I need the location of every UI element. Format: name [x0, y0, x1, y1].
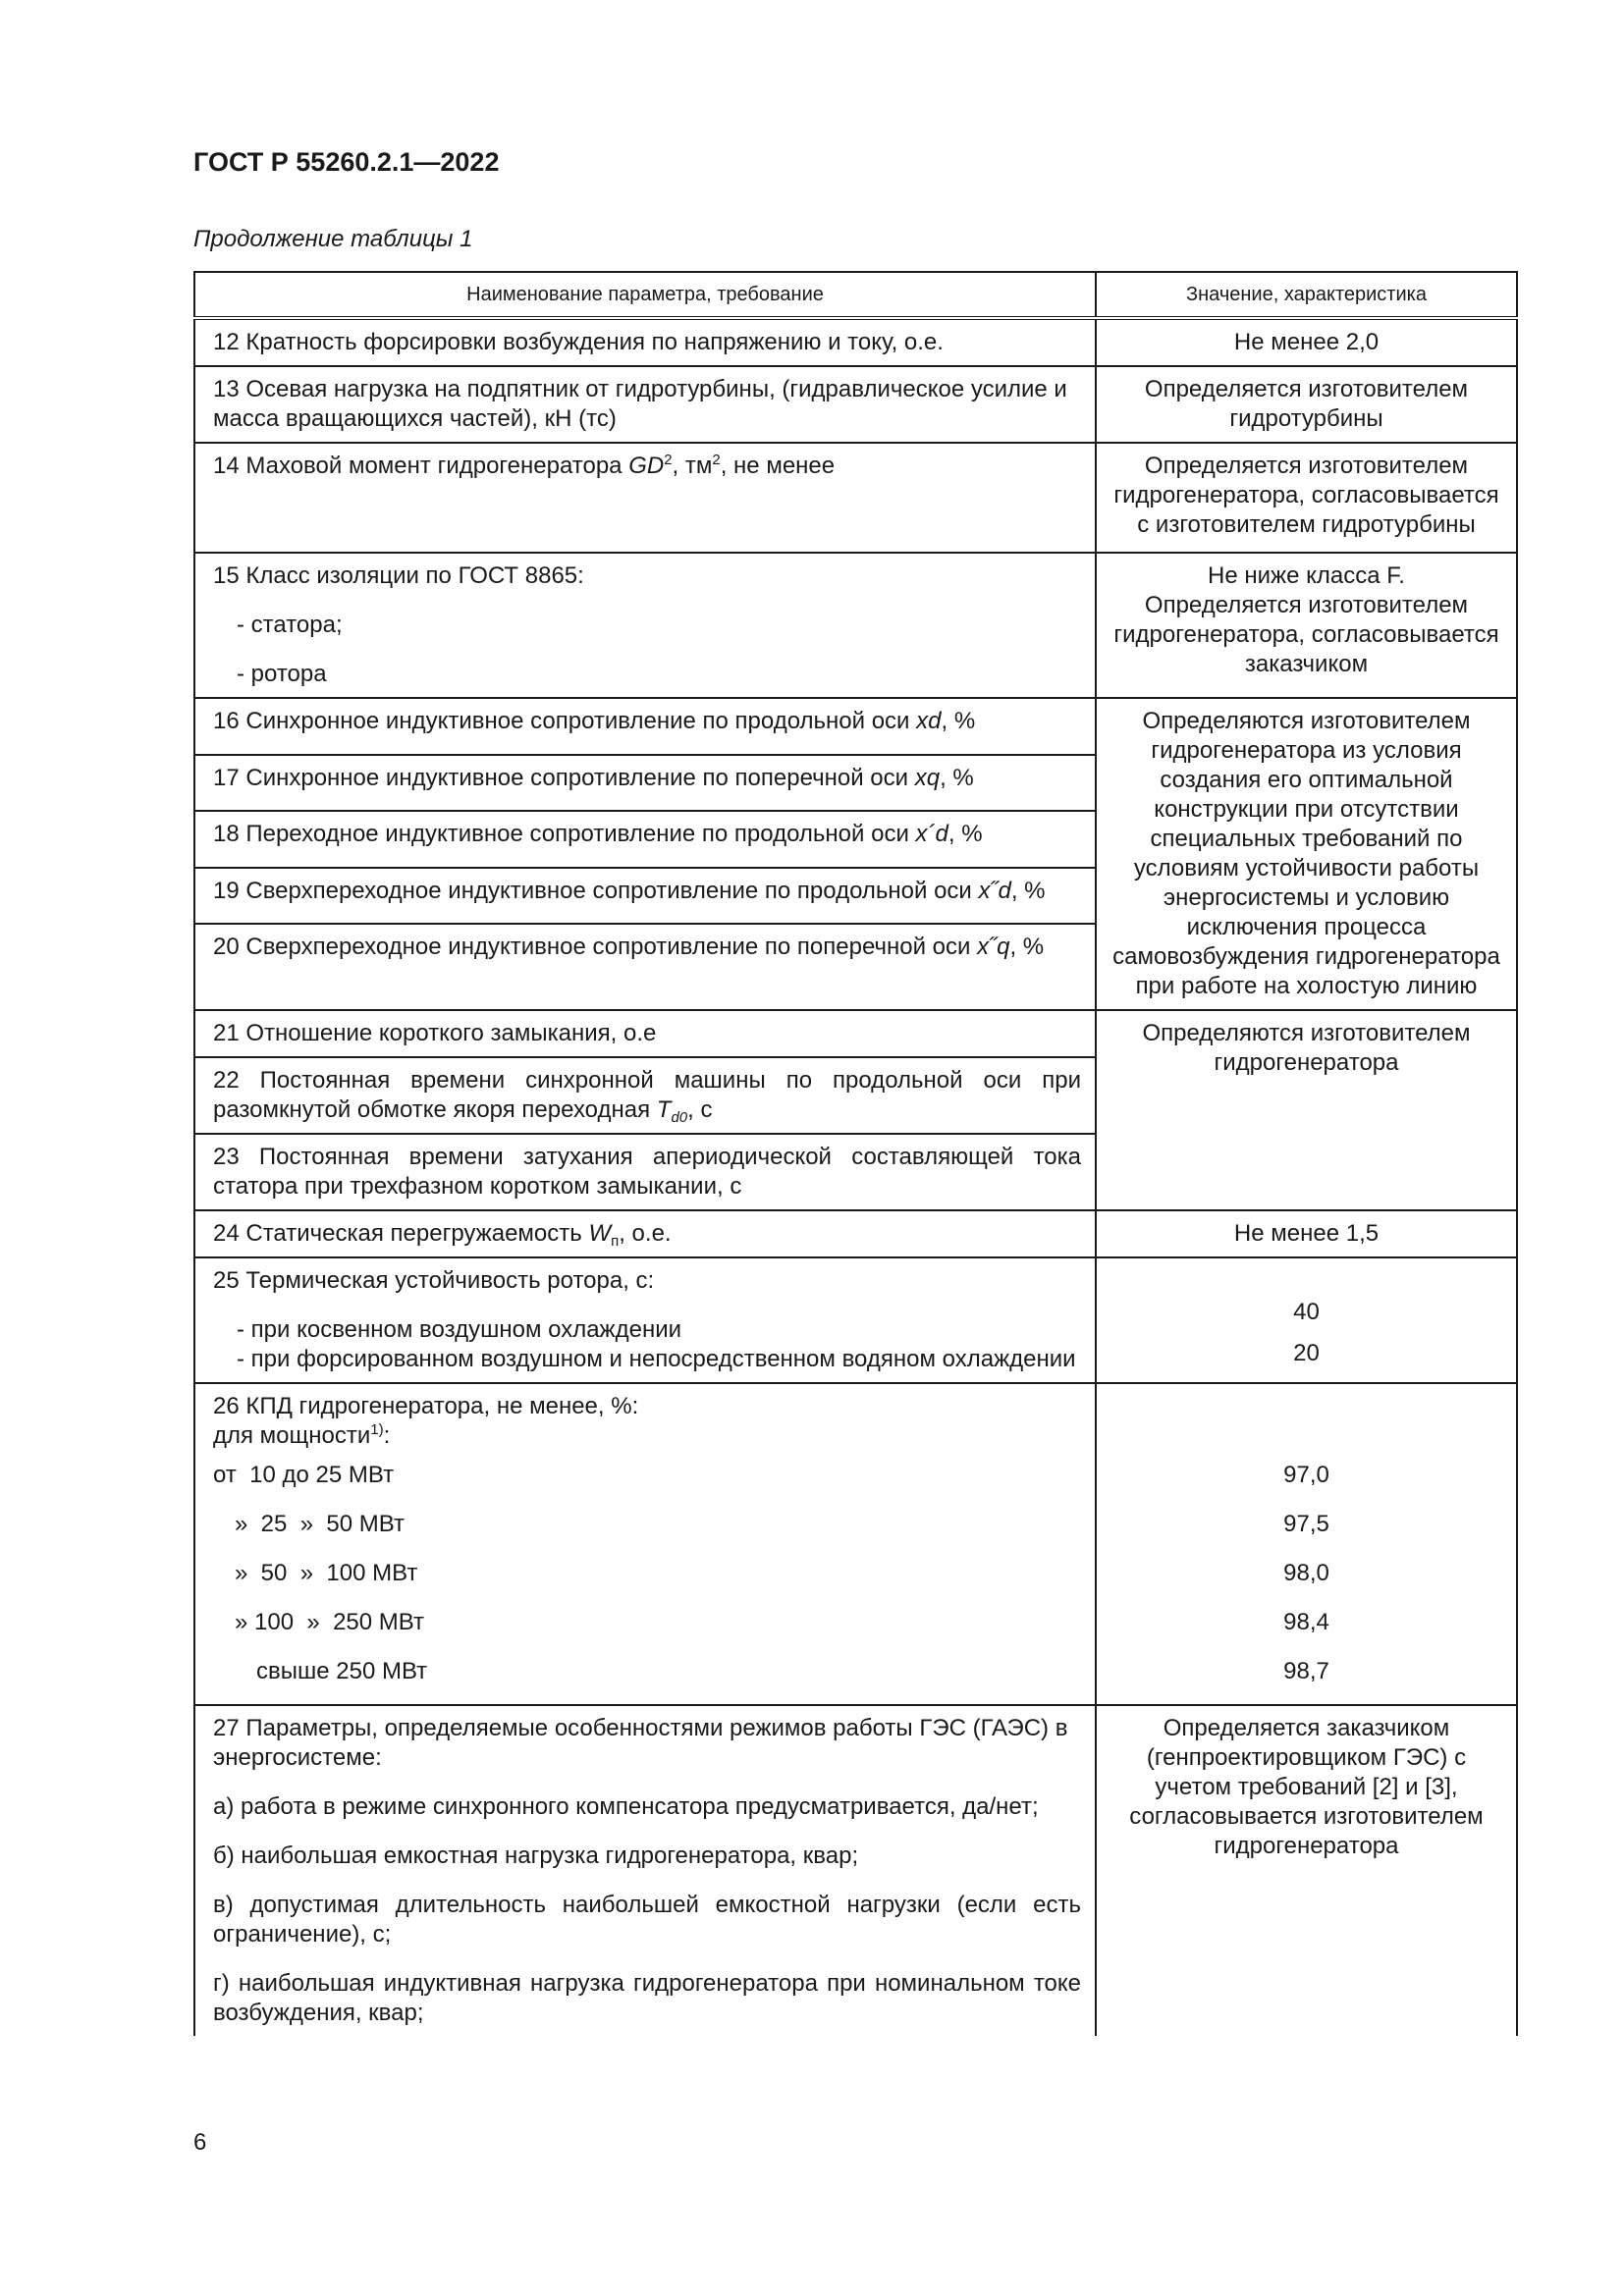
param-cell: [194, 924, 1096, 1010]
power-range: от 10 до 25 МВт: [213, 1462, 395, 1488]
value-text: 40: [1293, 1299, 1320, 1325]
param-cell: [194, 1210, 1096, 1257]
table-row: [194, 553, 1517, 698]
value-cell: [1096, 1383, 1517, 1705]
page-number: 6: [193, 2129, 207, 2156]
param-cell: [194, 1705, 1096, 2036]
param-text: 24 Статическая перегружаемость: [213, 1220, 589, 1247]
value-text: 97,0: [1283, 1462, 1329, 1488]
symbol-index: п: [611, 1233, 620, 1250]
value-text: 98,7: [1283, 1658, 1329, 1684]
list-item: б) наибольшая емкостная нагрузка гидрогенератора, квар;: [213, 1842, 859, 1869]
param-cell: [194, 553, 1096, 698]
param-text: , не менее: [720, 453, 836, 479]
table-row: [194, 366, 1517, 443]
param-text: , о.е.: [619, 1220, 672, 1247]
exponent: 2: [712, 452, 721, 468]
value-cell: Определяются изготовителем гидрогенератора: [1096, 1010, 1517, 1210]
list-item: - ротора: [237, 661, 327, 687]
param-text: 18 Переходное индуктивное сопротивление по продольной оси: [213, 821, 916, 847]
param-cell: [194, 443, 1096, 553]
param-text: 17 Синхронное индуктивное сопротивление по поперечной оси: [213, 764, 915, 791]
column-header-value: Значение, характеристика: [1096, 272, 1517, 318]
symbol: xd: [916, 708, 942, 734]
value-cell: Определяется заказчиком (генпроектировщиком ГЭС) с учетом требований [2] и [3], согласовывается изготовителем гидрогенератора: [1096, 1705, 1517, 2036]
list-item: г) наибольшая индуктивная нагрузка гидрогенератора при номинальном токе возбуждения, квар;: [213, 1970, 1081, 2026]
value-text: Не ниже класса F.: [1208, 562, 1405, 589]
param-text: 15 Класс изоляции по ГОСТ 8865:: [213, 562, 584, 589]
value-text: Определяется изготовителем гидрогенератора, согласовывается заказчиком: [1113, 592, 1499, 677]
param-text: для мощности$^{1)}$:: [213, 1421, 391, 1449]
symbol: W: [588, 1220, 612, 1247]
param-text: 26 КПД гидрогенератора, не менее, %:: [213, 1393, 639, 1419]
unit: , %: [941, 708, 976, 734]
table-row: [194, 698, 1517, 755]
symbol: x´d: [915, 821, 948, 847]
value-text: 98,0: [1283, 1560, 1329, 1586]
table-row: [194, 443, 1517, 553]
value-cell: Определяется изготовителем гидрогенератора, согласовывается с изготовителем гидротурбины: [1096, 443, 1517, 553]
param-text: 14 Маховой момент гидрогенератора: [213, 453, 629, 479]
table-row: [194, 1210, 1517, 1257]
unit: , %: [1009, 934, 1045, 960]
param-text: 20 Сверхпереходное индуктивное сопротивление по поперечной оси: [213, 934, 978, 960]
footnote-marker: 1): [370, 1421, 384, 1438]
param-cell: [194, 698, 1096, 755]
table-row: [194, 318, 1517, 366]
param-cell: [194, 811, 1096, 868]
value-cell: Определяется изготовителем гидротурбины: [1096, 366, 1517, 443]
param-text: 27 Параметры, определяемые особенностями режимов работы ГЭС (ГАЭС) в энергосистеме:: [213, 1715, 1068, 1771]
list-item: в) допустимая длительность наибольшей емкостной нагрузки (если есть ограничение), с;: [213, 1892, 1081, 1948]
symbol: x˝q: [977, 934, 1010, 960]
param-text: 22 Постоянная времени синхронной машины по продольной оси при разомкнутой обмотке якоря переходная: [213, 1067, 1081, 1123]
param-text: 25 Термическая устойчивость ротора, с:: [213, 1267, 655, 1294]
list-item: - статора;: [237, 612, 343, 638]
param-cell: 23 Постоянная времени затухания апериодической составляющей тока статора при трехфазном коротком замыкании, с: [194, 1134, 1096, 1210]
symbol: x˝d: [978, 877, 1011, 904]
list-item: - при форсированном воздушном и непосредственном водяном охлаждении: [237, 1346, 1076, 1372]
symbol: xq: [914, 764, 941, 791]
value-text: 98,4: [1283, 1609, 1329, 1635]
table-row: [194, 1705, 1517, 2036]
value-cell: [1096, 1257, 1517, 1383]
table-row: [194, 1383, 1517, 1705]
value-cell: Не менее 2,0: [1096, 318, 1517, 366]
value-text: 20: [1293, 1340, 1320, 1366]
param-cell: 13 Осевая нагрузка на подпятник от гидротурбины, (гидравлическое усилие и масса вращающихся частей), кН (тс): [194, 366, 1096, 443]
unit: , %: [947, 821, 983, 847]
power-range: свыше 250 МВт: [256, 1658, 428, 1684]
unit: , %: [1010, 877, 1046, 904]
param-cell: [194, 1257, 1096, 1383]
table-header-row: [194, 272, 1517, 318]
param-cell: [194, 1383, 1096, 1705]
param-cell: [194, 1057, 1096, 1134]
value-cell: Не менее 1,5: [1096, 1210, 1517, 1257]
symbol: T: [656, 1096, 672, 1123]
power-range: » 25 » 50 МВт: [235, 1511, 405, 1537]
symbol-index: d0: [671, 1109, 688, 1126]
value-cell: Определяются изготовителем гидрогенератора из условия создания его оптимальной конструкции при отсутствии специальных требований по условиям устойчивости работы энергосистемы и условию исключения процесса самовозбуждения гидрогенератора при работе на холостую линию: [1096, 698, 1517, 1010]
value-text: 97,5: [1283, 1511, 1329, 1537]
param-text: 16 Синхронное индуктивное сопротивление по продольной оси: [213, 708, 917, 734]
standard-number: ГОСТ Р 55260.2.1—2022: [193, 147, 500, 177]
power-range: » 100 » 250 МВт: [235, 1609, 424, 1635]
table-row: [194, 1010, 1517, 1057]
power-range: » 50 » 100 МВт: [235, 1560, 418, 1586]
param-cell: 12 Кратность форсировки возбуждения по напряжению и току, о.е.: [194, 318, 1096, 366]
value-cell: [1096, 553, 1517, 698]
symbol-gd: GD: [628, 453, 665, 479]
param-text: 19 Сверхпереходное индуктивное сопротивление по продольной оси: [213, 877, 979, 904]
param-text: , тм: [672, 453, 713, 479]
unit: , с: [687, 1096, 713, 1123]
exponent: 2: [664, 452, 673, 468]
table-row: [194, 1257, 1517, 1383]
list-item: - при косвенном воздушном охлаждении: [237, 1316, 682, 1343]
list-item: а) работа в режиме синхронного компенсатора предусматривается, да/нет;: [213, 1793, 1039, 1820]
parameters-table: [193, 271, 1518, 2036]
param-cell: [194, 868, 1096, 925]
column-header-parameter: Наименование параметра, требование: [194, 272, 1096, 318]
unit: , %: [940, 764, 974, 791]
param-cell: [194, 755, 1096, 812]
param-cell: 21 Отношение короткого замыкания, о.е: [194, 1010, 1096, 1057]
table-continuation-caption: Продолжение таблицы 1: [193, 226, 473, 252]
